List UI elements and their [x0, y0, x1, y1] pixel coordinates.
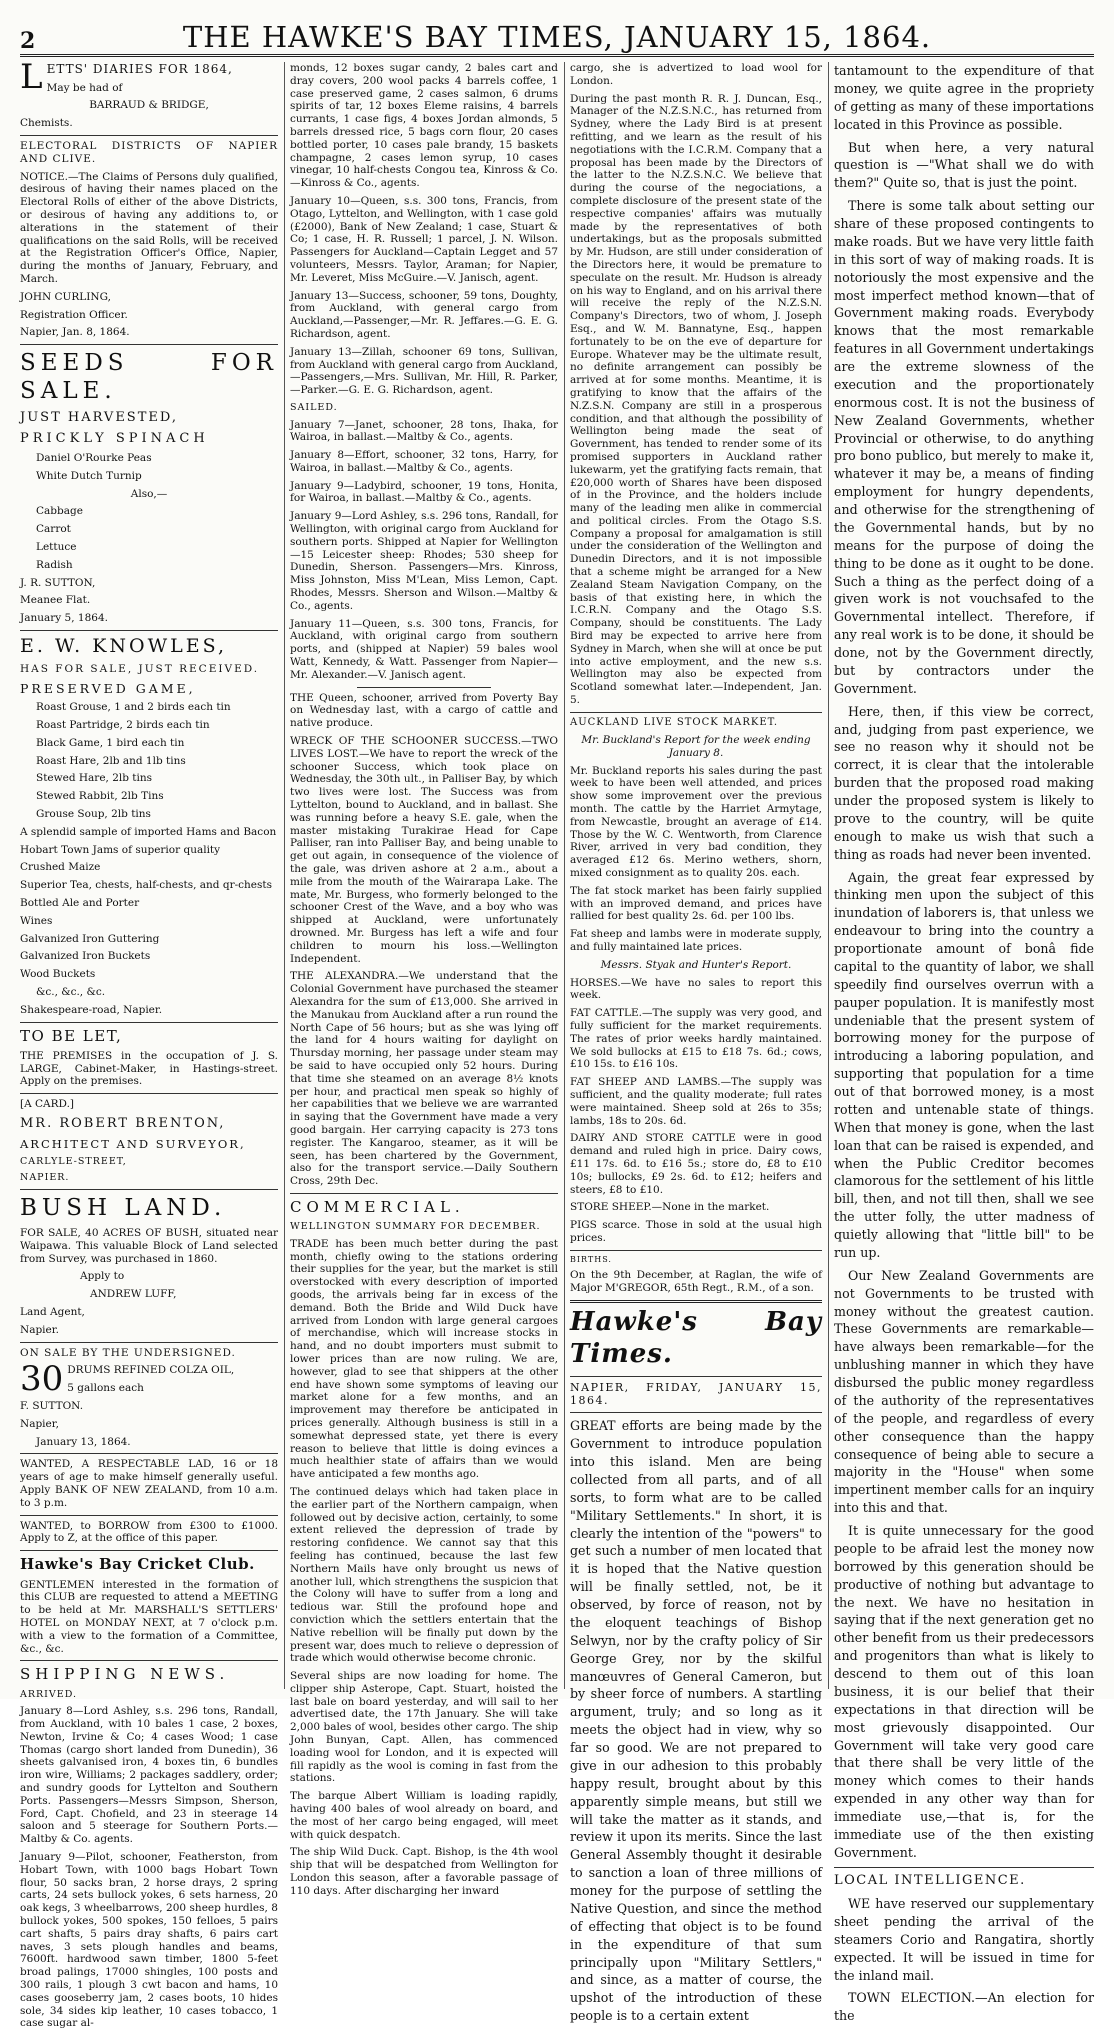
bush-town: Napier.	[20, 1323, 59, 1336]
seeds-item: White Dutch Turnip	[36, 469, 142, 482]
shipping-entry: January 9—Ladybird, schooner, 19 tons, Honita, for Wairoa, in ballast.—Maltby & Co., agents.	[290, 479, 558, 505]
local-para: WE have reserved our supplementary sheet pending the arrival of the steamers Corio and Rangatira, shortly expected. It will be issued in time for the inland mail.	[834, 1896, 1094, 1983]
shipping-news	[20, 1665, 278, 2030]
bush-apply: Apply to	[80, 1270, 125, 1283]
colza-line-1: DRUMS REFINED COLZA OIL,	[67, 1364, 235, 1377]
bush-role: Land Agent,	[20, 1306, 85, 1319]
knowles-item: Galvanized Iron Guttering	[20, 932, 160, 945]
card-street: CARLYLE-STREET,	[20, 1155, 127, 1167]
commercial-head: COMMERCIAL.	[290, 1197, 465, 1216]
commercial-para: Several ships are now loading for home. The clipper ship Asterope, Capt. Stuart, hoisted the last bale on board yesterday, and will sail to her advertised date, the 17th January. She will take 2,000 bales of wool, besides other cargo. The ship John Bunyan, Capt. Allen, has commenced loading wool for London, and it is expected will fill rapidly as the wool is coming in fast from the stations.	[290, 1670, 558, 1785]
stock-para: Fat sheep and lambs were in moderate supply, and fully maintained late prices.	[570, 928, 822, 953]
knowles-item: Bottled Ale and Porter	[20, 896, 140, 909]
stock-market	[570, 717, 822, 1245]
to-let-body: THE PREMISES in the occupation of J. S. LARGE, Cabinet-Maker, in Hastings-street. Apply on the premises.	[20, 1049, 278, 1088]
seeds-item: Radish	[36, 558, 73, 571]
editorial-para: It is quite unnecessary for the good people to be afraid lest the money now borrowed by this generation should be productive of nothing but advantage to the next. We have no hesitation in saying that if the next generation get no other benefit from us their predecessors and progenitors than what is likely to descend to them out of this loan business, it is our belief that their expectations in that direction will be most grievously disappointed. Our Government will take very good care that there shall be very little of the money which comes to their hands expended in any other way than for immediate use,—that is, for the immediate use of the then existing Government.	[834, 1523, 1094, 1860]
paper-title: Hawke's Bay Times.	[570, 1307, 822, 1369]
shipping-entry: January 8—Effort, schooner, 32 tons, Harry, for Wairoa, in ballast.—Maltby & Co., agents.	[290, 449, 558, 474]
colza-line-2: 5 gallons each	[67, 1382, 144, 1395]
seeds-place: Meanee Flat.	[20, 594, 91, 607]
commercial-para: During the past month R. R. J. Duncan, Esq., Manager of the N.Z.S.N.C., has returned from Sydney, where the Lady Bird is at present refitting, and we learn as the result of his negotiations with the I.C.R.M. Company that a proposal has been made by the Directors of the latter to the N.Z.S.N.C. We believe that during the course of the negociations, a complete disclosure of the present state of the respective companies' affairs was mutually made by the representatives of both undertakings, but as the proposals submitted by Mr. Hudson, are still under consideration of the Directors here, it would be premature to speculate on the result. Mr. Hudson is already on his way to England, and on his arrival there will receive the reply of the N.Z.S.N. Company's Directors, two of whom, J. Joseph Esq., and W. M. Bannatyne, Esq., happen fortunately to be on the eve of departure for Europe. Whatever may be the ultimate result, no definite arrangement can possibly be arrived at for some months. Meantime, it is gratifying to know that the affairs of the N.Z.S.N. Company are still in a prosperous condition, and that although the possibility of Wellington being made the seat of Government, has tended to render some of its promised supporters in Auckland rather lukewarm, yet the gratifying facts remain, that £20,000 worth of Shares have been disposed of in the Province, and the holders include many of the leading men alike in commercial and political circles. From the Otago S.S. Company a proposal for amalgamation is still under the consideration of the Wellington and Dunedin Directors, and it is not impossible that a scheme might be arranged for a New Zealand Steam Navigation Company, on the basis of that existing here, in which the I.C.R.N. Company and the Otago S.S. Company, should be constituents. The Lady Bird may be expected to arrive here from Sydney in March, when she will at once be put into active employment, and the new s.s. Wellington may also be expected from Scotland somewhat later.—Independent, Jan. 5.	[570, 92, 822, 707]
divider	[834, 1867, 1094, 1868]
cricket-ad	[20, 1555, 278, 1655]
seeds-item: Carrot	[36, 523, 71, 536]
births-notice	[570, 1255, 822, 1295]
colza-num: 30	[20, 1359, 64, 1400]
page-number: 2	[20, 28, 36, 54]
editorial-para: There is some talk about setting our share of these proposed contingents to make roads. But we have very little faith in this sort of way of making roads. It is notoriously the most expensive and the most imperfect method known—that of Government making roads. Everybody knows that the most remarkable features in all Government undertakings are the extreme slowness of the execution and the proportionately enormous cost. It is not the business of New Zealand Governments, whether Provincial or otherwise, to do anything pro bono publico, but merely to make it, whatever it may be, a means of finding employment for hungry dependents, and otherwise for the strengthening of the Governmental hands, but by no means for the purpose of doing the thing to be done as it ought to be done. Such a thing as the perfect doing of a given work is not vouchsafed to the Governmental intellect. Therefore, if any real work is to be done, it should be done, not by the Government directly, but by contractors under the Government.	[834, 198, 1094, 696]
editorial-para: GREAT efforts are being made by the Government to introduce population into this island. Men are being collected from all parts, and of all sorts, to form what are to be called "Military Settlements." In short, it is clearly the intention of the "powers" to get such a number of men located that it is hoped that the Native question will be finally settled, not, be it observed, by force of reason, not by the eloquent teachings of Bishop Selwyn, nor by the crafty policy of Sir George Grey, nor by the skilful manœuvres of General Cameron, but by sheer force of numbers. A startling argument, truly; and so long as it meets the object had in view, why so far so good. We are not prepared to give in our adhesion to this probably happy result, brought about by this apparently simple means, but still we will take the matter as it stands, and review it upon its merits. Since the last General Assembly thought it desirable to sanction a loan of three millions of money for the purpose of settling the Native Question, and since the method of effecting that object is to be found in the expenditure of that sum principally upon "Military Settlers," and since, as a matter of course, the upshot of the introduction of these people is to a certain extent	[570, 1418, 822, 2024]
card-town: NAPIER.	[20, 1172, 70, 1184]
card-role: ARCHITECT AND SURVEYOR,	[20, 1136, 246, 1151]
knowles-item: PRESERVED GAME,	[20, 680, 196, 696]
knowles-ad	[20, 635, 278, 1017]
commercial-para: The continued delays which had taken place in the earlier part of the Northern campaign, when followed out by decisive action, certainly, to some extent relieved the depression of trade by restoring confidence. We cannot say that this feeling has continued, because the last few Northern Mails have only brought us news of another lull, which strengthens the suspicion that the Colony will have to suffer from a long and tedious war. Still the profound hope and conviction which the settlers entertain that the Native rebellion will be finally put down by the present war, does much to relieve o depression of trade which would otherwise become chronic.	[290, 1485, 558, 1665]
column-rule	[564, 62, 565, 1689]
shipping-entry: January 11—Queen, s.s. 300 tons, Francis, for Auckland, with original cargo from southern ports, and (shipped at Napier) 59 bales wool Watt, Kennedy, & Watt. Passenger from Napier—Mr. Alexander.—V. Janisch agent.	[290, 617, 558, 681]
commercial-para: The barque Albert William is loading rapidly, having 400 bales of wool already on board, and the most of her cargo being engaged, will meet with quick despatch.	[290, 1790, 558, 1841]
seeds-sign: J. R. SUTTON,	[20, 576, 96, 589]
commercial-para: TRADE has been much better during the past month, chiefly owing to the stations ordering their supplies for the year, but the market is still overstocked with every description of imported goods, the arrivals being far in excess of the demand. Both the Bride and Wild Duck have arrived from London with large general cargoes of merchandise, which will increase stocks in hand, and no doubt importers must submit to lower prices than are now ruling. We are, however, glad to see that shippers at the other end have shown some symptoms of leaving our market alone for a few months, and an improvement may therefore be anticipated in prices generally. Although business is still in a somewhat depressed state, yet there is every reason to believe that little is doing evinces a much healthier state of affairs than we would have anticipated a few months ago.	[290, 1237, 558, 1481]
colza-sign: F. SUTTON.	[20, 1400, 84, 1413]
editorial-para: Again, the great fear expressed by thinking men upon the subject of this inundation of laborers is, that unless we endeavour to bring into the country a proportionate amount of bonâ fide capital to the quantity of labor, we shall speedily find ourselves overrun with a pauper population. It is manifestly most undeniable that the present system of borrowing money for the purpose of introducing a laboring population, and supporting that population for a time out of that borrowed money, is a most rotten and untenable state of things. When that money is gone, when the last loan that can be raised is expended, and when the Public Creditor becomes clamorous for the settlement of his little bill, then, and not till then, shall we see the utter folly, the utter madness of quietly allowing that "little bill" to be run up.	[834, 869, 1094, 1260]
editorial-para: Our New Zealand Governments are not Governments to be trusted with money without the greatest caution. These Governments are remarkable—have always been remarkable—for the unblushing manner in which they have disbursed the public money regardless of the authority of the representatives of the people, and regardless of every other consequence than the happy consequence of being able to secure a majority in the "House" when some impertinent member calls for an inquiry into this and that.	[834, 1267, 1094, 1516]
stock-para: HORSES.—We have no sales to report this week.	[570, 976, 822, 1002]
shipping-entry: January 7—Janet, schooner, 28 tons, Ihaka, for Wairoa, in ballast.—Maltby & Co., agents.	[290, 418, 558, 444]
commercial-section	[290, 1198, 558, 1898]
divider	[20, 1093, 278, 1094]
divider	[20, 1660, 278, 1661]
knowles-item: &c., &c., &c.	[36, 985, 106, 998]
local-para: TOWN ELECTION.—An election for the	[834, 1990, 1094, 2024]
seeds-item: Lettuce	[36, 540, 77, 553]
commercial-sub: WELLINGTON SUMMARY FOR DECEMBER.	[290, 1221, 541, 1233]
seeds-item: PRICKLY SPINACH	[20, 431, 209, 447]
stock-head: AUCKLAND LIVE STOCK MARKET.	[570, 716, 779, 728]
colza-place: Napier,	[20, 1417, 59, 1430]
knowles-item: Roast Hare, 2lb and 1lb tins	[36, 754, 186, 767]
stock-para: STORE SHEEP.—None in the market.	[570, 1201, 770, 1214]
editorial	[570, 1307, 822, 2025]
divider	[20, 630, 278, 631]
electoral-body: NOTICE.—The Claims of Persons duly qualified, desirous of having their names placed on the Electoral Rolls of either of the above Districts, or desirous of having any additions to, or alterations in the statement of their qualifications on the said Rolls, will be received at the Registration Officer's Office, Napier, during the months of January, February, and March.	[20, 170, 278, 285]
knowles-item: Roast Partridge, 2 birds each tin	[36, 718, 210, 731]
divider	[20, 1189, 278, 1190]
editorial-para: But when here, a very natural question is —"What shall we do with them?" Quite so, that is just the point.	[834, 139, 1094, 191]
stock-para: Mr. Buckland reports his sales during the past week to have been well attended, and prices show some improvement over the previous month. The cattle by the Harriet Armytage, from Newcastle, brought an average of £14. Those by the W. C. Wentworth, from Clarence River, arrived in very bad condition, they averaged £12 6s. Merino wethers, shorn, mixed consignment as to quality 20s. each.	[570, 764, 822, 879]
births-body: On the 9th December, at Raglan, the wife of Major M'GREGOR, 65th Regt., R.M., of a son.	[570, 1269, 822, 1295]
cricket-head: Hawke's Bay Cricket Club.	[20, 1555, 255, 1574]
columns	[20, 57, 1094, 2030]
shipping-arrived: ARRIVED.	[20, 1688, 78, 1700]
divider	[570, 1250, 822, 1251]
divider	[20, 1022, 278, 1023]
bush-head: BUSH LAND.	[20, 1195, 227, 1222]
column-2	[290, 62, 558, 1897]
commercial-para: cargo, she is advertized to load wool for London.	[570, 62, 822, 87]
knowles-item: Wood Buckets	[20, 968, 96, 981]
column-rule	[828, 62, 829, 1689]
shipping-entry: January 9—Pilot, schooner, Featherston, from Hobart Town, with 1000 bags Hobart Town flour, 50 sacks bran, 2 horse drays, 2 spring carts, 24 sets bullock yokes, 6 sets harness, 20 oak kegs, 3 wheelbarrows, 200 sheep hurdles, 8 bullock yokes, 500 spokes, 150 felloes, 5 pairs cart shafts, 5 pairs dray shafts, 6 pairs cart naves, 3 sets plough handles and beams, 7600ft. hardwood sawn timber, 1800 5-feet broad palings, 17000 shingles, 100 posts and 300 rails, 1 plough 3 cwt bacon and hams, 10 cases gooseberry jam, 2 cases boots, 10 hides sole, 34 sides kip leather, 10 cases tobacco, 1 case sugar al-	[20, 1850, 278, 2030]
to-let-ad	[20, 1027, 278, 1089]
cricket-body: GENTLEMEN interested in the formation of this CLUB are requested to attend a MEETING to be held at Mr. MARSHALL'S SETTLERS' HOTEL on MONDAY NEXT, at 7 o'clock p.m. with a view to the formation of a Committee, &c., &c.	[20, 1578, 278, 1655]
stock-para: FAT CATTLE.—The supply was very good, and fully sufficient for the market requirements. The rates of prior weeks hardly maintained. We sold bullocks at £15 to £18 7s. 6d.; cows, £10 15s. to £16 10s.	[570, 1007, 822, 1071]
knowles-sub: HAS FOR SALE, JUST RECEIVED.	[20, 663, 260, 676]
column-1	[20, 57, 278, 2030]
local-intelligence	[834, 1872, 1094, 2026]
letts-line-3: BARRAUD & BRIDGE,	[89, 99, 209, 112]
electoral-role: Registration Officer.	[20, 308, 128, 321]
seeds-sub: JUST HARVESTED,	[20, 410, 178, 426]
electoral-date: Napier, Jan. 8, 1864.	[20, 326, 130, 339]
knowles-item: Crushed Maize	[20, 861, 101, 874]
stock-para: DAIRY AND STORE CATTLE were in good demand and ruled high in price. Dairy cows, £11 17s. 6d. to £16 5s.; store do, £8 to £10 10s; bullocks, £9 2s. 6d. to £12; heifers and steers, £8 to £10.	[570, 1132, 822, 1196]
stock-sub: Messrs. Styak and Hunter's Report.	[600, 958, 792, 971]
colza-date: January 13, 1864.	[36, 1435, 131, 1448]
column-rule	[284, 62, 285, 1689]
divider	[20, 1453, 278, 1454]
shipping-entry: January 10—Queen, s.s. 300 tons, Francis, from Otago, Lyttelton, and Wellington, with 1 case gold (£2000), Bank of New Zealand; 1 case, Stuart & Co; 1 case, H. R. Russell; 1 parcel, J. N. Wilson. Passengers for Auckland—Captain Legget and 57 volunteers, Messrs. Taylor, Araman; for Napier, Mr. Leveret, Miss McGuire.—V. Janisch, agent.	[290, 194, 558, 284]
divider	[20, 1342, 278, 1343]
electoral-notice	[20, 140, 278, 339]
column-4	[834, 62, 1094, 2024]
local-head: LOCAL INTELLIGENCE.	[834, 1872, 1026, 1888]
divider	[357, 687, 491, 688]
shipping-entry: January 8—Lord Ashley, s.s. 296 tons, Randall, from Auckland, with 10 bales 1 case, 2 boxes, Newton, Irvine & Co; 4 cases Wood; 1 case Thomas (cargo short landed from Dunedin), 36 sheets galvanised iron, 4 boxes tin, 6 bundles iron wire, Williams; 2 packages saddlery, order; and sundry goods for Lyttelton and Southern Ports. Passengers—Messrs Simpson, Sherson, Ford, Capt. Chofield, and 23 in steerage 14 saloon and 5 steerage for Southern Ports.—Maltby & Co. agents.	[20, 1705, 278, 1846]
knowles-addr: Shakespeare-road, Napier.	[20, 1003, 163, 1016]
knowles-item: Black Game, 1 bird each tin	[36, 736, 185, 749]
knowles-head: E. W. KNOWLES,	[20, 634, 228, 657]
divider	[570, 1300, 822, 1303]
electoral-sign: JOHN CURLING,	[20, 290, 111, 303]
seeds-head: SEEDS FOR SALE.	[20, 350, 278, 405]
divider	[20, 135, 278, 136]
electoral-head: ELECTORAL DISTRICTS OF NAPIER AND CLIVE.	[20, 140, 278, 165]
seeds-item: Cabbage	[36, 505, 83, 518]
letts-line-4: Chemists.	[20, 117, 73, 130]
knowles-item: Superior Tea, chests, half-chests, and qr-chests	[20, 879, 273, 892]
divider	[20, 1550, 278, 1551]
knowles-item: A splendid sample of imported Hams and Bacon	[20, 825, 277, 838]
masthead	[20, 14, 1094, 57]
editorial-para: tantamount to the expenditure of that money, we quite agree in the propriety of getting as many of these importations located in this Province as possible.	[834, 63, 1094, 132]
seeds-ad	[20, 349, 278, 625]
wanted-borrow: WANTED, to BORROW from £300 to £1000. Apply to Z, at the office of this paper.	[20, 1519, 278, 1545]
knowles-item: Galvanized Iron Buckets	[20, 950, 151, 963]
bush-land-ad	[20, 1194, 278, 1337]
knowles-item: Wines	[20, 914, 53, 927]
letts-line-1: ETTS' DIARIES FOR 1864,	[46, 62, 233, 76]
knowles-item: Grouse Soup, 2lb tins	[36, 807, 151, 820]
shipping-head: SHIPPING NEWS.	[20, 1665, 230, 1684]
knowles-item: Stewed Rabbit, 2lb Tins	[36, 790, 164, 803]
bush-body: FOR SALE, 40 ACRES OF BUSH, situated near Waipawa. This valuable Block of Land selected from Survey, was purchased in 1860.	[20, 1227, 278, 1265]
knowles-item: Stewed Hare, 2lb tins	[36, 772, 153, 785]
paper-dateline: NAPIER, FRIDAY, JANUARY 15, 1864.	[570, 1380, 822, 1407]
bush-name: ANDREW LUFF,	[90, 1288, 177, 1301]
news-item: THE Queen, schooner, arrived from Poverty Bay on Wednesday last, with a cargo of cattle and native produce.	[290, 691, 558, 730]
stock-para: The fat stock market has been fairly supplied with an improved demand, and prices have rallied for best quality 2s. 6d. per 100 lbs.	[570, 884, 822, 923]
divider	[290, 1193, 558, 1194]
editorial-para: Here, then, if this view be correct, and, judging from past experience, we see no reason why it should not be correct, it is clear that the intolerable burden that the proposed road making under the proposed system is likely to prove to the country, will be quite enough to make us wish that such a thing as roads had never been invented.	[834, 703, 1094, 862]
colza-head: ON SALE BY THE UNDERSIGNED.	[20, 1346, 236, 1359]
knowles-item: Hobart Town Jams of superior quality	[20, 843, 221, 856]
seeds-item: Daniel O'Rourke Peas	[36, 451, 152, 464]
column-3	[570, 62, 822, 2024]
births-head: BIRTHS.	[570, 1254, 612, 1264]
divider	[570, 712, 822, 713]
stock-para: FAT SHEEP AND LAMBS.—The supply was sufficient, and the quality moderate; full rates were maintained. Sheep sold at 26s to 35s; lambs, 18s to 20s. 6d.	[570, 1076, 822, 1127]
card-tag: [A CARD.]	[20, 1098, 75, 1111]
commercial-para: The ship Wild Duck. Capt. Bishop, is the 4th wool ship that will be despatched from Wellington for London this season, after a favorable passage of 110 days. After discharging her inward	[290, 1846, 558, 1897]
page-title: THE HAWKE'S BAY TIMES, JANUARY 15, 1864.	[182, 20, 932, 54]
stock-para: PIGS scarce. Those in sold at the usual high prices.	[570, 1219, 822, 1244]
shipping-entry: January 9—Lord Ashley, s.s. 296 tons, Randall, for Wellington, with original cargo from Auckland for southern ports. Shipped at Napier for Wellington—15 Leicester sheep: Rhodes; 530 sheep for Dunedin, Sherson. Passengers—Mrs. Kinross, Miss Johnston, Miss M'Lean, Miss Lemon, Capt. Rhodes, Messrs. Sherson and Wilson.—Maltby & Co., agents.	[290, 510, 558, 612]
letts-ad: LETTS' DIARIES FOR 1864, May be had of BARRAUD & BRIDGE, Chemists.	[20, 62, 278, 130]
divider	[570, 1412, 822, 1413]
news-item: THE ALEXANDRA.—We understand that the Colonial Government have purchased the steamer Alexandra for the sum of £13,000. She arrived in the Manukau from Auckland after a run round the North Cape of 56 hours; but as she was lying off the land for 4 hours waiting for daylight on Thursday morning, her passage under steam may be said to have occupied only 52 hours. During that time she steamed on an average 8½ knots per hour, and practical men speak so highly of her capabilities that we believe we are warranted in saying that the Government have made a very good bargain. Her carrying capacity is 273 tons register. The Kangaroo, steamer, as it will be seen, has been chartered by the Government, also for the transport service.—Daily Southern Cross, 29th Dec.	[290, 970, 558, 1188]
seeds-date: January 5, 1864.	[20, 612, 108, 625]
to-let-head: TO BE LET,	[20, 1026, 123, 1045]
seeds-also: Also,—	[130, 487, 168, 500]
card-name: MR. ROBERT BRENTON,	[20, 1116, 226, 1131]
stock-sub: Mr. Buckland's Report for the week ending January 8.	[581, 734, 811, 759]
shipping-entry: January 13—Zillah, schooner 69 tons, Sullivan, from Auckland with general cargo from Auckland,—Passengers,—Mrs. Sullivan, Mr. Hill, R. Parker,—Parker.—G. E. G. Richardson, agent.	[290, 345, 558, 397]
divider	[20, 1515, 278, 1516]
news-item: WRECK OF THE SCHOONER SUCCESS.—TWO LIVES LOST.—We have to report the wreck of the schooner Success, which took place on Wednesday, the 30th ult., in Palliser Bay, by which two lives were lost. The Success was from Lyttelton, bound to Auckland, and in ballast. She was running before a heavy S.E. gale, when the master mistaking Turakirae Head for Cape Palliser, ran into Palliser Bay, and being unable to get out again, in consequence of the violence of the gale, was driven ashore at 2 a.m., about a mile from the mouth of the Wairarapa Lake. The mate, Mr. Burgess, who formerly belonged to the schooner Crest of the Wave, and a boy who was shipped at Auckland, were unfortunately drowned. Mr. Burgess has left a wife and four children to mourn his loss.—Wellington Independent.	[290, 735, 558, 965]
divider	[570, 1376, 822, 1377]
knowles-item: Roast Grouse, 1 and 2 birds each tin	[36, 701, 231, 714]
divider	[20, 344, 278, 345]
shipping-entry: January 13—Success, schooner, 59 tons, Doughty, from Auckland, with general cargo from Auckland,—Passenger,—Mr. R. Jeffares.—G. E. G. Richardson, agent.	[290, 289, 558, 340]
letts-line-2: May be had of	[46, 81, 123, 94]
shipping-sailed: SAILED.	[290, 401, 338, 413]
shipping-entry: monds, 12 boxes sugar candy, 2 bales cart and dray covers, 200 wool packs 4 barrels coffee, 1 case preserved game, 2 cases salmon, 6 drums spirits of tar, 12 boxes Eleme raisins, 4 barrels currants, 1 case figs, 4 boxes Jordan almonds, 5 barrels dressed rice, 5 bags corn flour, 20 cases bottled porter, 10 cases pale brandy, 15 baskets champagne, 2 cases lemon syrup, 10 cases vinegar, 10 half-chests Congou tea, Kinross & Co.—Kinross & Co., agents.	[290, 62, 558, 190]
wanted-lad: WANTED, A RESPECTABLE LAD, 16 or 18 years of age to make himself generally useful. Apply BANK OF NEW ZEALAND, from 10 a.m. to 3 p.m.	[20, 1458, 278, 1509]
card-ad	[20, 1098, 278, 1184]
colza-ad	[20, 1347, 278, 1449]
